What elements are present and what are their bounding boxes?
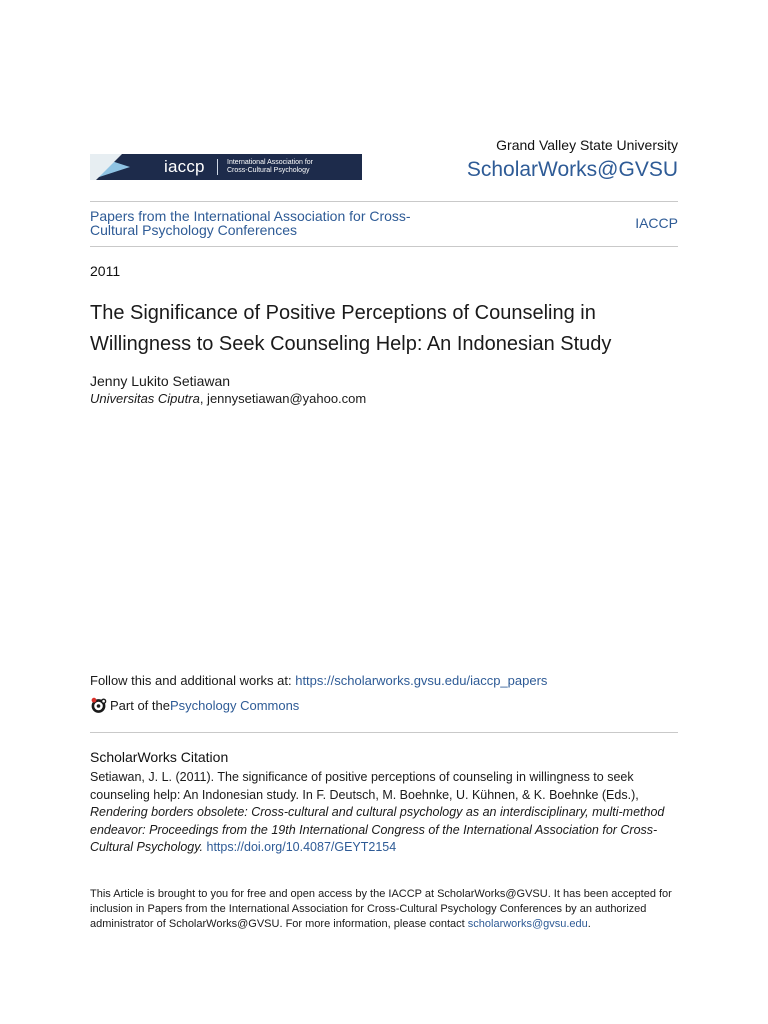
divider-series	[90, 246, 678, 247]
logo-divider	[217, 159, 218, 175]
follow-label: Follow this and additional works at:	[90, 673, 296, 688]
access-notice	[90, 887, 680, 931]
series-link[interactable]: Papers from the International Association for Cross-Cultural Psychology Conferences	[90, 208, 411, 238]
contact-email-link[interactable]: scholarworks@gvsu.edu	[467, 917, 588, 930]
part-of-label: Part of the	[110, 698, 170, 713]
institution-name: Grand Valley State University	[496, 137, 678, 153]
iaccp-logo-banner	[90, 154, 362, 180]
notice-text: This Article is brought to you for free and open access by the IACCP at ScholarWorks@GVSU. It has been accepted for inclusion in Papers from the International Association for Cross-Cultural Psychology Conferences by an authorized administrator of ScholarWorks@GVSU. For more information, please contact	[90, 888, 672, 930]
psychology-commons-link[interactable]: Psychology Commons	[169, 698, 300, 713]
publication-year: 2011	[90, 263, 121, 279]
author-affiliation	[90, 391, 366, 406]
divider-citation	[90, 732, 678, 733]
citation-text	[90, 769, 680, 857]
logo-fullname	[227, 159, 313, 175]
follow-line	[90, 673, 547, 688]
notice-end: .	[587, 917, 591, 930]
affiliation-name: Universitas Ciputra	[90, 391, 200, 406]
citation-heading: ScholarWorks Citation	[90, 749, 229, 765]
follow-url-link[interactable]: https://scholarworks.gvsu.edu/iaccp_papers	[295, 673, 548, 688]
logo-text: iaccp	[164, 157, 205, 176]
author-name: Jenny Lukito Setiawan	[90, 373, 231, 389]
citation-plain: Setiawan, J. L. (2011). The significance of positive perceptions of counseling in willingness to seek counseling help: An Indonesian study. In F. Deutsch, M. Boehnke, U. Kühnen, & K. Boehnke (Eds.),	[90, 770, 639, 802]
logo-fullname-line2: Cross-Cultural Psychology	[227, 167, 310, 174]
article-title: The Significance of Positive Perceptions of Counseling in Willingness to Seek Counseling Help: An Indonesian Study	[90, 302, 612, 355]
logo-fullname-line1: International Association for	[227, 159, 313, 166]
author-email: , jennysetiawan@yahoo.com	[199, 391, 367, 406]
part-of-line	[90, 697, 299, 714]
collection-link[interactable]: IACCP	[635, 215, 678, 231]
repository-link[interactable]: ScholarWorks@GVSU	[466, 158, 678, 181]
logo-accent-shape-light	[90, 154, 130, 180]
doi-link[interactable]: https://doi.org/10.4087/GEYT2154	[206, 840, 397, 854]
divider-top	[90, 201, 678, 202]
citation-italic: Rendering borders obsolete: Cross-cultural and cultural psychology as an interdisciplinary, multi-method endeavor: Proceedings from the 19th International Congress of the International Association for Cross-Cultural Psychology.	[90, 805, 665, 854]
commons-network-icon	[90, 697, 107, 714]
